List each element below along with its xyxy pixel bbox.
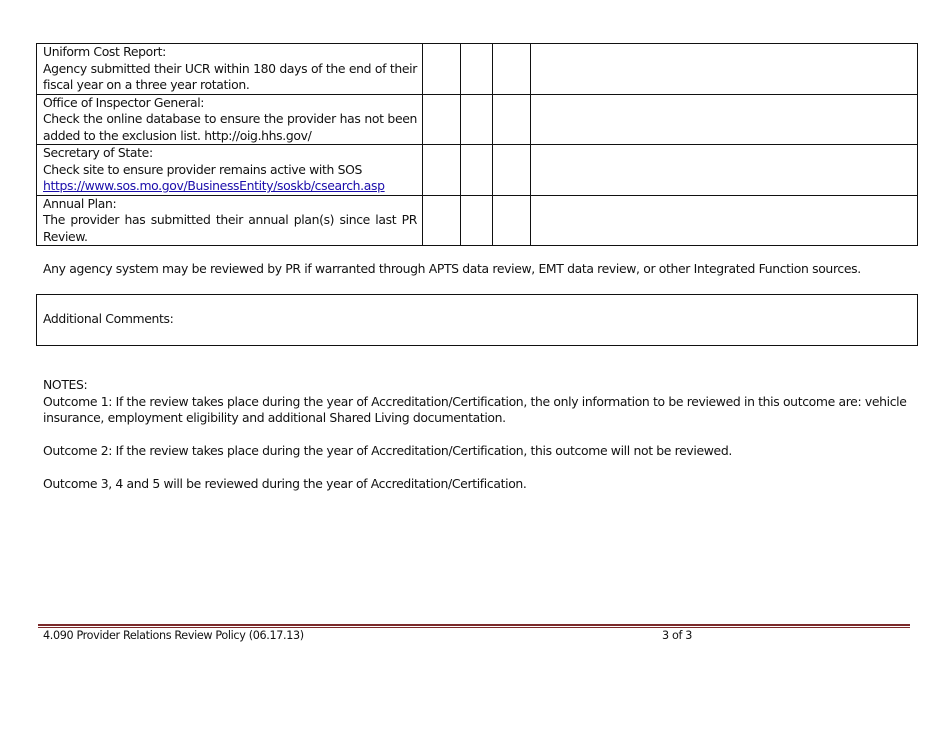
- footer-policy-title: 4.090 Provider Relations Review Policy (06.17.13): [43, 629, 304, 642]
- additional-comments-label: Additional Comments:: [43, 311, 174, 326]
- oig-title: Office of Inspector General:: [43, 94, 205, 110]
- sos-body: Check site to ensure provider remains active with SOS: [43, 161, 363, 177]
- notes-heading: NOTES:: [43, 377, 88, 392]
- ucr-title: Uniform Cost Report:: [43, 44, 166, 59]
- table-row: [37, 195, 918, 246]
- note-outcome-3-4-5: Outcome 3, 4 and 5 will be reviewed during the year of Accreditation/Certification.: [43, 476, 527, 491]
- additional-comments-box[interactable]: [36, 294, 918, 346]
- note-outcome-1: Outcome 1: If the review takes place during the year of Accreditation/Certification, the only information to be reviewed in this outcome are: vehicle insurance, employment eligibility and additional Shared Living documentation.: [43, 393, 907, 425]
- oig-description-cell: [37, 94, 423, 145]
- footer-divider: [38, 624, 910, 628]
- review-scope-statement: Any agency system may be reviewed by PR if warranted through APTS data review, EMT data review, or other Integrated Function sources.: [43, 261, 861, 276]
- annual-plan-description-cell: [37, 195, 423, 246]
- annual-plan-check-cell-3[interactable]: [493, 195, 531, 246]
- ucr-description-cell: [37, 44, 423, 95]
- annual-plan-check-cell-2[interactable]: [461, 195, 493, 246]
- ucr-comment-cell[interactable]: [531, 44, 918, 95]
- sos-check-cell-2[interactable]: [461, 145, 493, 196]
- review-checklist-table: [36, 43, 918, 246]
- table-row: [37, 94, 918, 145]
- oig-body: Check the online database to ensure the provider has not been added to the exclusion list. http://oig.hhs.gov/: [43, 111, 417, 143]
- sos-comment-cell[interactable]: [531, 145, 918, 196]
- table-row: [37, 44, 918, 95]
- ucr-check-cell-3[interactable]: [493, 44, 531, 95]
- ucr-check-cell-1[interactable]: [423, 44, 461, 95]
- oig-comment-cell[interactable]: [531, 94, 918, 145]
- annual-plan-check-cell-1[interactable]: [423, 195, 461, 246]
- note-outcome-2: Outcome 2: If the review takes place during the year of Accreditation/Certification, this outcome will not be reviewed.: [43, 443, 732, 458]
- oig-check-cell-3[interactable]: [493, 94, 531, 145]
- ucr-body: Agency submitted their UCR within 180 days of the end of their fiscal year on a three year rotation.: [43, 60, 417, 92]
- annual-plan-body: The provider has submitted their annual plan(s) since last PR Review.: [43, 212, 417, 244]
- table-row: [37, 145, 918, 196]
- annual-plan-title: Annual Plan:: [43, 195, 117, 211]
- sos-check-cell-1[interactable]: [423, 145, 461, 196]
- sos-check-cell-3[interactable]: [493, 145, 531, 196]
- oig-check-cell-2[interactable]: [461, 94, 493, 145]
- sos-description-cell: [37, 145, 423, 196]
- annual-plan-comment-cell[interactable]: [531, 195, 918, 246]
- footer-page-number: 3 of 3: [662, 629, 693, 642]
- sos-title: Secretary of State:: [43, 145, 153, 160]
- ucr-check-cell-2[interactable]: [461, 44, 493, 95]
- notes-section: [43, 377, 913, 493]
- sos-search-link[interactable]: https://www.sos.mo.gov/BusinessEntity/soskb/csearch.asp: [43, 178, 385, 193]
- oig-check-cell-1[interactable]: [423, 94, 461, 145]
